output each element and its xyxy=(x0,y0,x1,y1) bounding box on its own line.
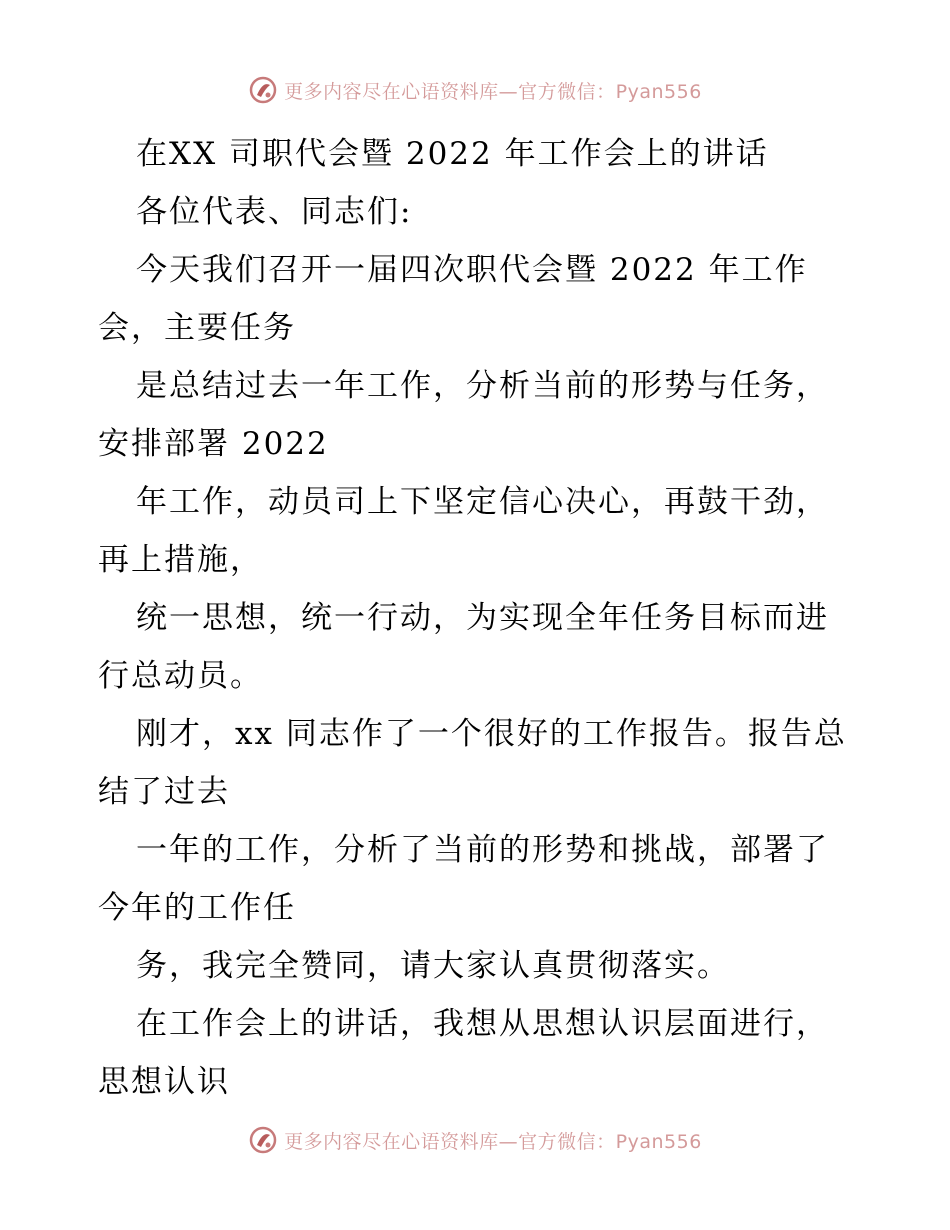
salutation-line: 各位代表、同志们: xyxy=(136,194,413,230)
paragraph-line: 务，我完全赞同，请大家认真贯彻落实。 xyxy=(136,948,730,984)
brush-seal-logo-icon xyxy=(248,1125,278,1155)
brush-seal-logo-icon xyxy=(248,75,278,105)
footer-watermark-banner xyxy=(0,1120,950,1160)
document-title-line: 在XX 司职代会暨 2022 年工作会上的讲话 xyxy=(136,136,769,172)
paragraph-line: 是总结过去一年工作，分析当前的形势与任务，安排部署 2022 xyxy=(98,368,829,462)
paragraph-line: 刚才，xx 同志作了一个很好的工作报告。报告总结了过去 xyxy=(98,716,847,810)
watermark-text: 更多内容尽在心语资料库—官方微信：Pyan556 xyxy=(284,80,702,103)
header-watermark-banner xyxy=(0,70,950,110)
document-body xyxy=(98,125,858,1111)
watermark-text: 更多内容尽在心语资料库—官方微信：Pyan556 xyxy=(284,1130,702,1153)
paragraph-line: 今天我们召开一届四次职代会暨 2022 年工作会，主要任务 xyxy=(98,252,808,346)
paragraph-line: 统一思想，统一行动，为实现全年任务目标而进行总动员。 xyxy=(98,600,829,694)
paragraph-line: 一年的工作，分析了当前的形势和挑战，部署了今年的工作任 xyxy=(98,832,829,926)
paragraph-line: 在工作会上的讲话，我想从思想认识层面进行，思想认识 xyxy=(98,1006,829,1100)
paragraph-line: 年工作，动员司上下坚定信心决心，再鼓干劲，再上措施， xyxy=(98,484,829,578)
